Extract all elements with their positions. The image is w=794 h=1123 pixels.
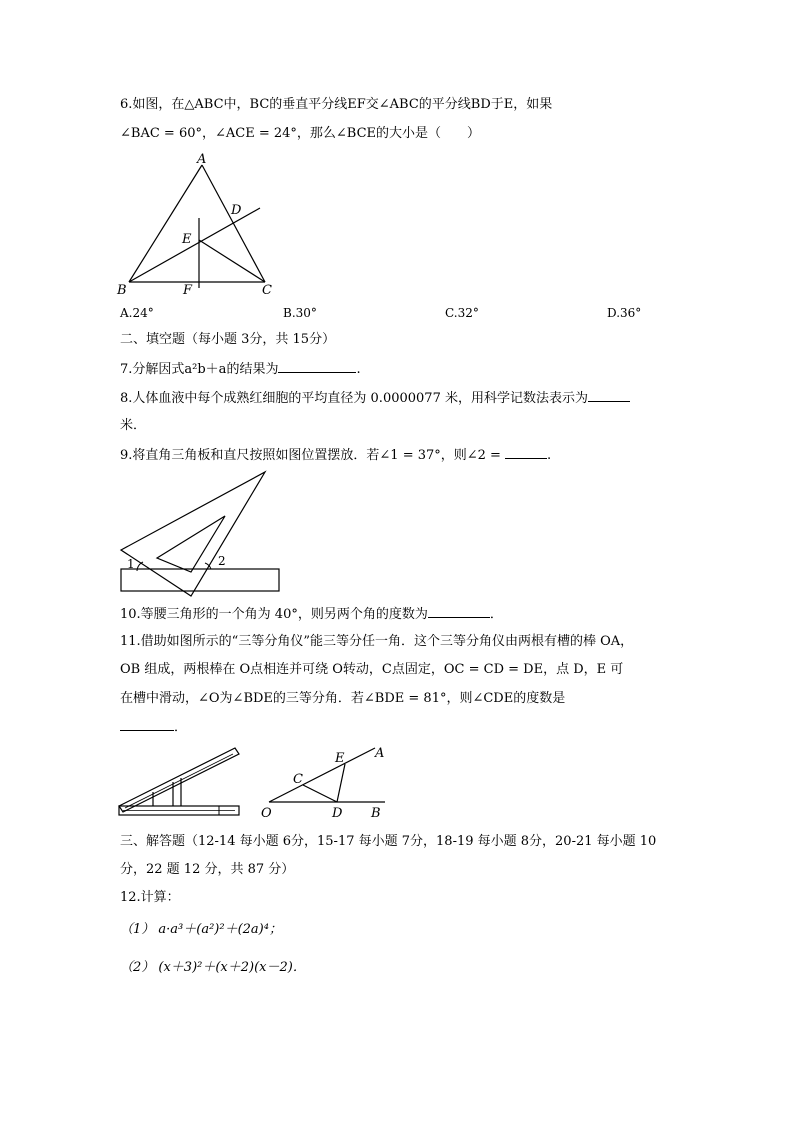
q10-prompt: 10.等腰三角形的一个角为 40°，则另两个角的度数为 xyxy=(120,607,428,622)
label-B: B xyxy=(371,806,381,820)
q7-text xyxy=(120,360,361,379)
option-d: D.36° xyxy=(607,306,642,320)
q6-triangle-figure xyxy=(115,150,285,300)
label-F: F xyxy=(183,283,193,298)
q8-prompt: 8.人体血液中每个成熟红细胞的平均直径为 0.0000077 米，用科学记数法表示为 xyxy=(120,391,588,406)
q12-part2: （2） (x＋3)²＋(x＋2)(x－2)． xyxy=(120,960,306,975)
q8-blank[interactable] xyxy=(588,389,630,402)
section3-line2: 分，22 题 12 分，共 87 分） xyxy=(120,862,295,877)
q9-text xyxy=(120,446,551,465)
label-B: B xyxy=(117,283,127,298)
section2-heading: 二、填空题（每小题 3分，共 15分） xyxy=(120,332,336,347)
label-C: C xyxy=(262,283,272,298)
q11-line2: OB 组成，两根棒在 O点相连并可绕 O转动，C点固定，OC = CD = DE，点 D，E 可 xyxy=(120,662,624,677)
trisector-device-figure xyxy=(115,740,245,820)
section3-line1: 三、解答题（12-14 每小题 6分，15-17 每小题 7分，18-19 每小题 8分，20-21 每小题 10 xyxy=(120,834,657,849)
angle-2-label: 2 xyxy=(218,554,226,568)
q6-line2: ∠BAC = 60°，∠ACE = 24°，那么∠BCE的大小是（ ） xyxy=(120,126,481,141)
option-b: B.30° xyxy=(283,306,317,320)
option-c: C.32° xyxy=(445,306,479,320)
q7-blank[interactable] xyxy=(278,360,356,373)
q9-end: . xyxy=(546,448,552,463)
label-A: A xyxy=(375,746,385,761)
q7-end: . xyxy=(356,362,361,377)
label-D: D xyxy=(332,806,343,820)
q11-blank[interactable] xyxy=(120,718,174,731)
label-A: A xyxy=(197,152,207,167)
q10-text xyxy=(120,605,503,624)
q8-text xyxy=(120,389,630,408)
angle-1-label: 1 xyxy=(127,557,135,571)
q12-part1: （1） a·a³＋(a²)²＋(2a)⁴； xyxy=(120,922,282,937)
q12-title: 12.计算： xyxy=(120,890,180,905)
q10-end: ． xyxy=(489,607,503,622)
label-C: C xyxy=(293,772,303,787)
label-O: O xyxy=(261,806,272,820)
label-E: E xyxy=(335,751,345,766)
q11-angle-figure xyxy=(255,740,395,820)
q11-line3: 在槽中滑动，∠O为∠BDE的三等分角．若∠BDE = 81°，则∠CDE的度数是 xyxy=(120,691,566,706)
q9-prompt: 9.将直角三角板和直尺按照如图位置摆放．若∠1 = 37°，则∠2 = xyxy=(120,448,501,463)
q11-end: ． xyxy=(174,720,188,735)
option-a: A.24° xyxy=(120,306,154,320)
label-D: D xyxy=(231,203,242,218)
q11-line1: 11.借助如图所示的“三等分角仪”能三等分任一角．这个三等分角仪由两根有槽的棒 OA， xyxy=(120,634,634,649)
q9-blank[interactable] xyxy=(505,446,547,459)
q8-line2: 米． xyxy=(120,418,147,433)
q10-blank[interactable] xyxy=(428,605,490,618)
q6-line1: 6.如图，在△ABC中，BC的垂直平分线EF交∠ABC的平分线BD于E，如果 xyxy=(120,97,553,112)
q7-prompt: 7.分解因式a²b＋a的结果为 xyxy=(120,362,279,377)
label-E: E xyxy=(182,232,192,247)
q11-answer-line xyxy=(120,718,187,737)
q9-setsquare-ruler-figure xyxy=(115,468,290,598)
